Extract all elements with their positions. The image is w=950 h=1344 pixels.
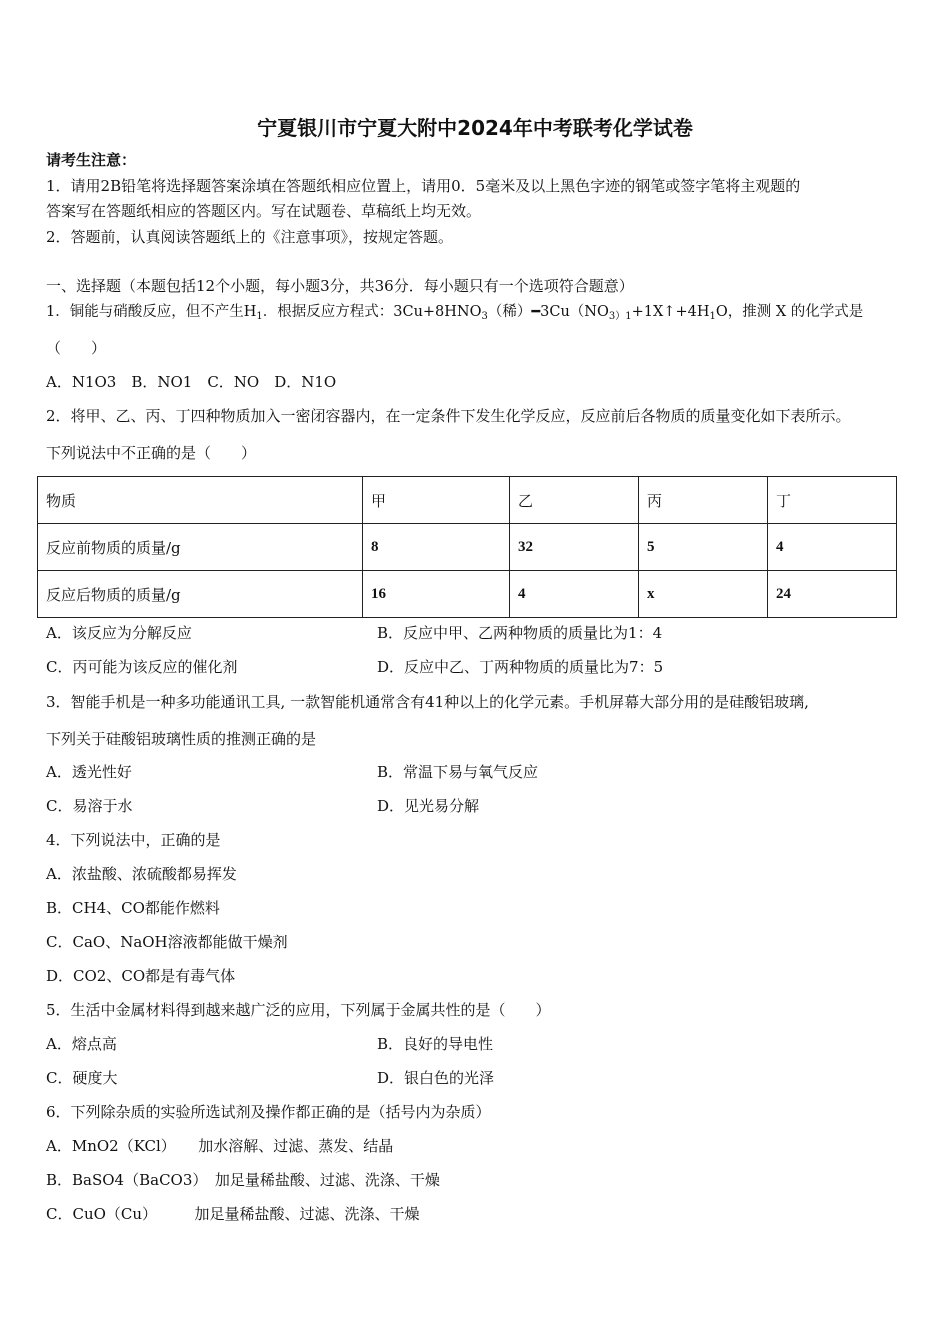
notice-line-2: 答案写在答题纸相应的答题区内。写在试题卷、草稿纸上均无效。	[46, 202, 482, 220]
table-cell: 32	[510, 524, 639, 571]
q4-stem: 4．下列说法中，正确的是	[46, 831, 221, 849]
q5-option-c: C．硬度大	[46, 1069, 118, 1087]
q4-option-a: A．浓盐酸、浓硫酸都易挥发	[46, 865, 237, 883]
mass-table	[37, 476, 897, 618]
q4-option-b: B．CH4、CO都能作燃料	[46, 899, 220, 917]
table-cell: x	[639, 571, 768, 618]
table-cell: 乙	[510, 477, 639, 524]
q3-option-d: D．见光易分解	[377, 797, 480, 815]
q5-option-d: D．银白色的光泽	[377, 1069, 495, 1087]
table-header-row	[38, 477, 897, 524]
q6-option-a: A．MnO2（KCl） 加水溶解、过滤、蒸发、结晶	[46, 1137, 394, 1155]
q2-stem-2: 下列说法中不正确的是（ ）	[46, 444, 257, 462]
table-cell: 丙	[639, 477, 768, 524]
table-row	[38, 571, 897, 618]
q4-option-d: D．CO2、CO都是有毒气体	[46, 967, 236, 985]
q5-option-b: B．良好的导电性	[377, 1035, 494, 1053]
q1-stem: 1．铜能与硝酸反应，但不产生$H_1$．根据反应方程式：$3Cu+8HNO_3$（稀）$━3Cu(NO_{3)1}+1X↑+4H_1O$，推测 X 的化学式是	[46, 304, 864, 322]
q6-stem: 6．下列除杂质的实验所选试剂及操作都正确的是（括号内为杂质）	[46, 1103, 491, 1121]
table-row	[38, 524, 897, 571]
q3-stem-2: 下列关于硅酸铝玻璃性质的推测正确的是	[46, 730, 317, 748]
table-cell: 甲	[363, 477, 510, 524]
q2-stem-1: 2．将甲、乙、丙、丁四种物质加入一密闭容器内，在一定条件下发生化学反应，反应前后各物质的质量变化如下表所示。	[46, 407, 851, 425]
q5-option-a: A．熔点高	[46, 1035, 117, 1053]
q3-option-c: C．易溶于水	[46, 797, 133, 815]
table-cell: 5	[639, 524, 768, 571]
table-cell: 24	[768, 571, 897, 618]
table-cell: 16	[363, 571, 510, 618]
q6-option-b: B．BaSO4（BaCO3） 加足量稀盐酸、过滤、洗涤、干燥	[46, 1171, 440, 1189]
notice-heading: 请考生注意：	[46, 151, 137, 169]
q2-option-a: A．该反应为分解反应	[46, 624, 192, 642]
q2-option-b: B．反应中甲、乙两种物质的质量比为1：4	[377, 624, 663, 642]
notice-line-1: 1．请用2B铅笔将选择题答案涂填在答题纸相应位置上，请用0．5毫米及以上黑色字迹的钢笔或签字笔将主观题的	[46, 177, 801, 195]
q2-option-d: D．反应中乙、丁两种物质的质量比为7：5	[377, 658, 664, 676]
q5-stem: 5．生活中金属材料得到越来越广泛的应用，下列属于金属共性的是（ ）	[46, 1001, 551, 1019]
section-heading: 一、选择题（本题包括12个小题，每小题3分，共36分．每小题只有一个选项符合题意）	[46, 277, 634, 295]
q3-option-a: A．透光性好	[46, 763, 132, 781]
table-cell: 4	[768, 524, 897, 571]
notice-line-3: 2．答题前，认真阅读答题纸上的《注意事项》，按规定答题。	[46, 228, 454, 246]
table-cell: 物质	[38, 477, 363, 524]
q2-option-c: C．丙可能为该反应的催化剂	[46, 658, 238, 676]
table-cell: 反应后物质的质量/g	[38, 571, 363, 618]
q4-option-c: C．CaO、NaOH溶液都能做干燥剂	[46, 933, 288, 951]
q6-option-c: C．CuO（Cu） 加足量稀盐酸、过滤、洗涤、干燥	[46, 1205, 420, 1223]
q1-answer-paren: （ ）	[46, 339, 107, 357]
table-cell: 丁	[768, 477, 897, 524]
table-cell: 4	[510, 571, 639, 618]
q3-option-b: B．常温下易与氧气反应	[377, 763, 539, 781]
q1-options: A．N1O3 B．NO1 C．NO D．N1O	[46, 373, 337, 391]
q3-stem-1: 3．智能手机是一种多功能通讯工具, 一款智能机通常含有41种以上的化学元素。手机屏幕大部分用的是硅酸铝玻璃,	[46, 693, 809, 711]
page-title: 宁夏银川市宁夏大附中2024年中考联考化学试卷	[257, 116, 693, 140]
table-cell: 反应前物质的质量/g	[38, 524, 363, 571]
table-cell: 8	[363, 524, 510, 571]
